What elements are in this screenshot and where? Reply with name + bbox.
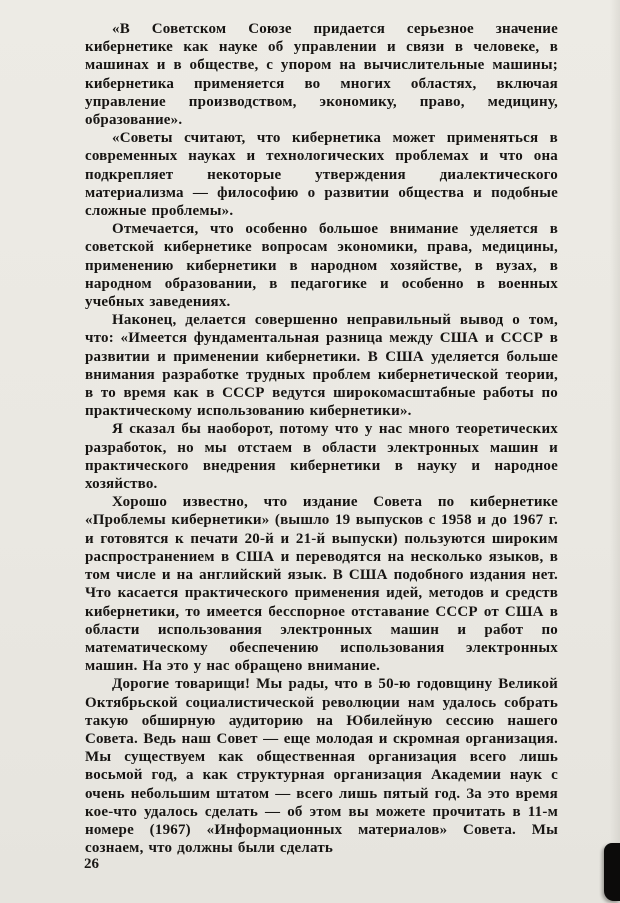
paragraph: Отмечается, что особенно большое внимание уделяется в советской кибернетике вопросам экономики, права, медицины, применению кибернетики в народном хозяйстве, в вузах, в народном образовании, в педагогике и особенно в военных учебных заведениях.	[85, 221, 558, 311]
scan-artifact-ink-blot	[604, 843, 620, 901]
paragraph: Дорогие товарищи! Мы рады, что в 50-ю годовщину Великой Октябрьской социалистической революции нам удалось собрать такую обширную аудиторию на Юбилейную сессию нашего Совета. Ведь наш Совет — еще молодая и скромная организация. Мы существуем как общественная организация всего лишь восьмой год, а как структурная организация Академии наук с очень небольшим штатом — всего лишь пятый год. За это время кое-что удалось сделать — об этом вы можете прочитать в 11-м номере (1967) «Информационных материалов» Совета. Мы сознаем, что должны были сделать	[85, 676, 558, 857]
page-number: 26	[84, 856, 99, 872]
paragraph: Хорошо известно, что издание Совета по кибернетике «Проблемы кибернетики» (вышло 19 выпусков с 1958 и до 1967 г. и готовятся к печати 20-й и 21-й выпуски) пользуются широким распространением в США и переводятся на несколько языков, в том числе и на английский язык. В США подобного издания нет. Что касается практического применения идей, методов и средств кибернетики, то имеется бесспорное отставание СССР от США в области использования электронных машин и работ по математическому обеспечению использования электронных машин. На это у нас обращено внимание.	[85, 494, 558, 675]
scan-edge-shadow	[610, 0, 620, 903]
paragraph: Я сказал бы наоборот, потому что у нас много теоретических разработок, но мы отстаем в области электронных машин и практического внедрения кибернетики в науку и народное хозяйство.	[85, 421, 558, 493]
paragraph: «В Советском Союзе придается серьезное значение кибернетике как науке об управлении и связи в человеке, в машинах и в обществе, с упором на вычислительные машины; кибернетика применяется во многих областях, включая управление производством, экономику, право, медицину, образование».	[85, 21, 558, 129]
text-block	[85, 20, 558, 857]
paragraph: Наконец, делается совершенно неправильный вывод о том, что: «Имеется фундаментальная разница между США и СССР в развитии и применении кибернетики. В США уделяется больше внимания разработке трудных проблем кибернетической теории, в то время как в СССР ведутся широкомасштабные работы по практическому использованию кибернетики».	[85, 312, 558, 420]
paragraph: «Советы считают, что кибернетика может применяться в современных науках и технологических проблемах и что она подкрепляет некоторые утверждения диалектического материализма — философию о развитии общества и подобные сложные проблемы».	[85, 130, 558, 220]
